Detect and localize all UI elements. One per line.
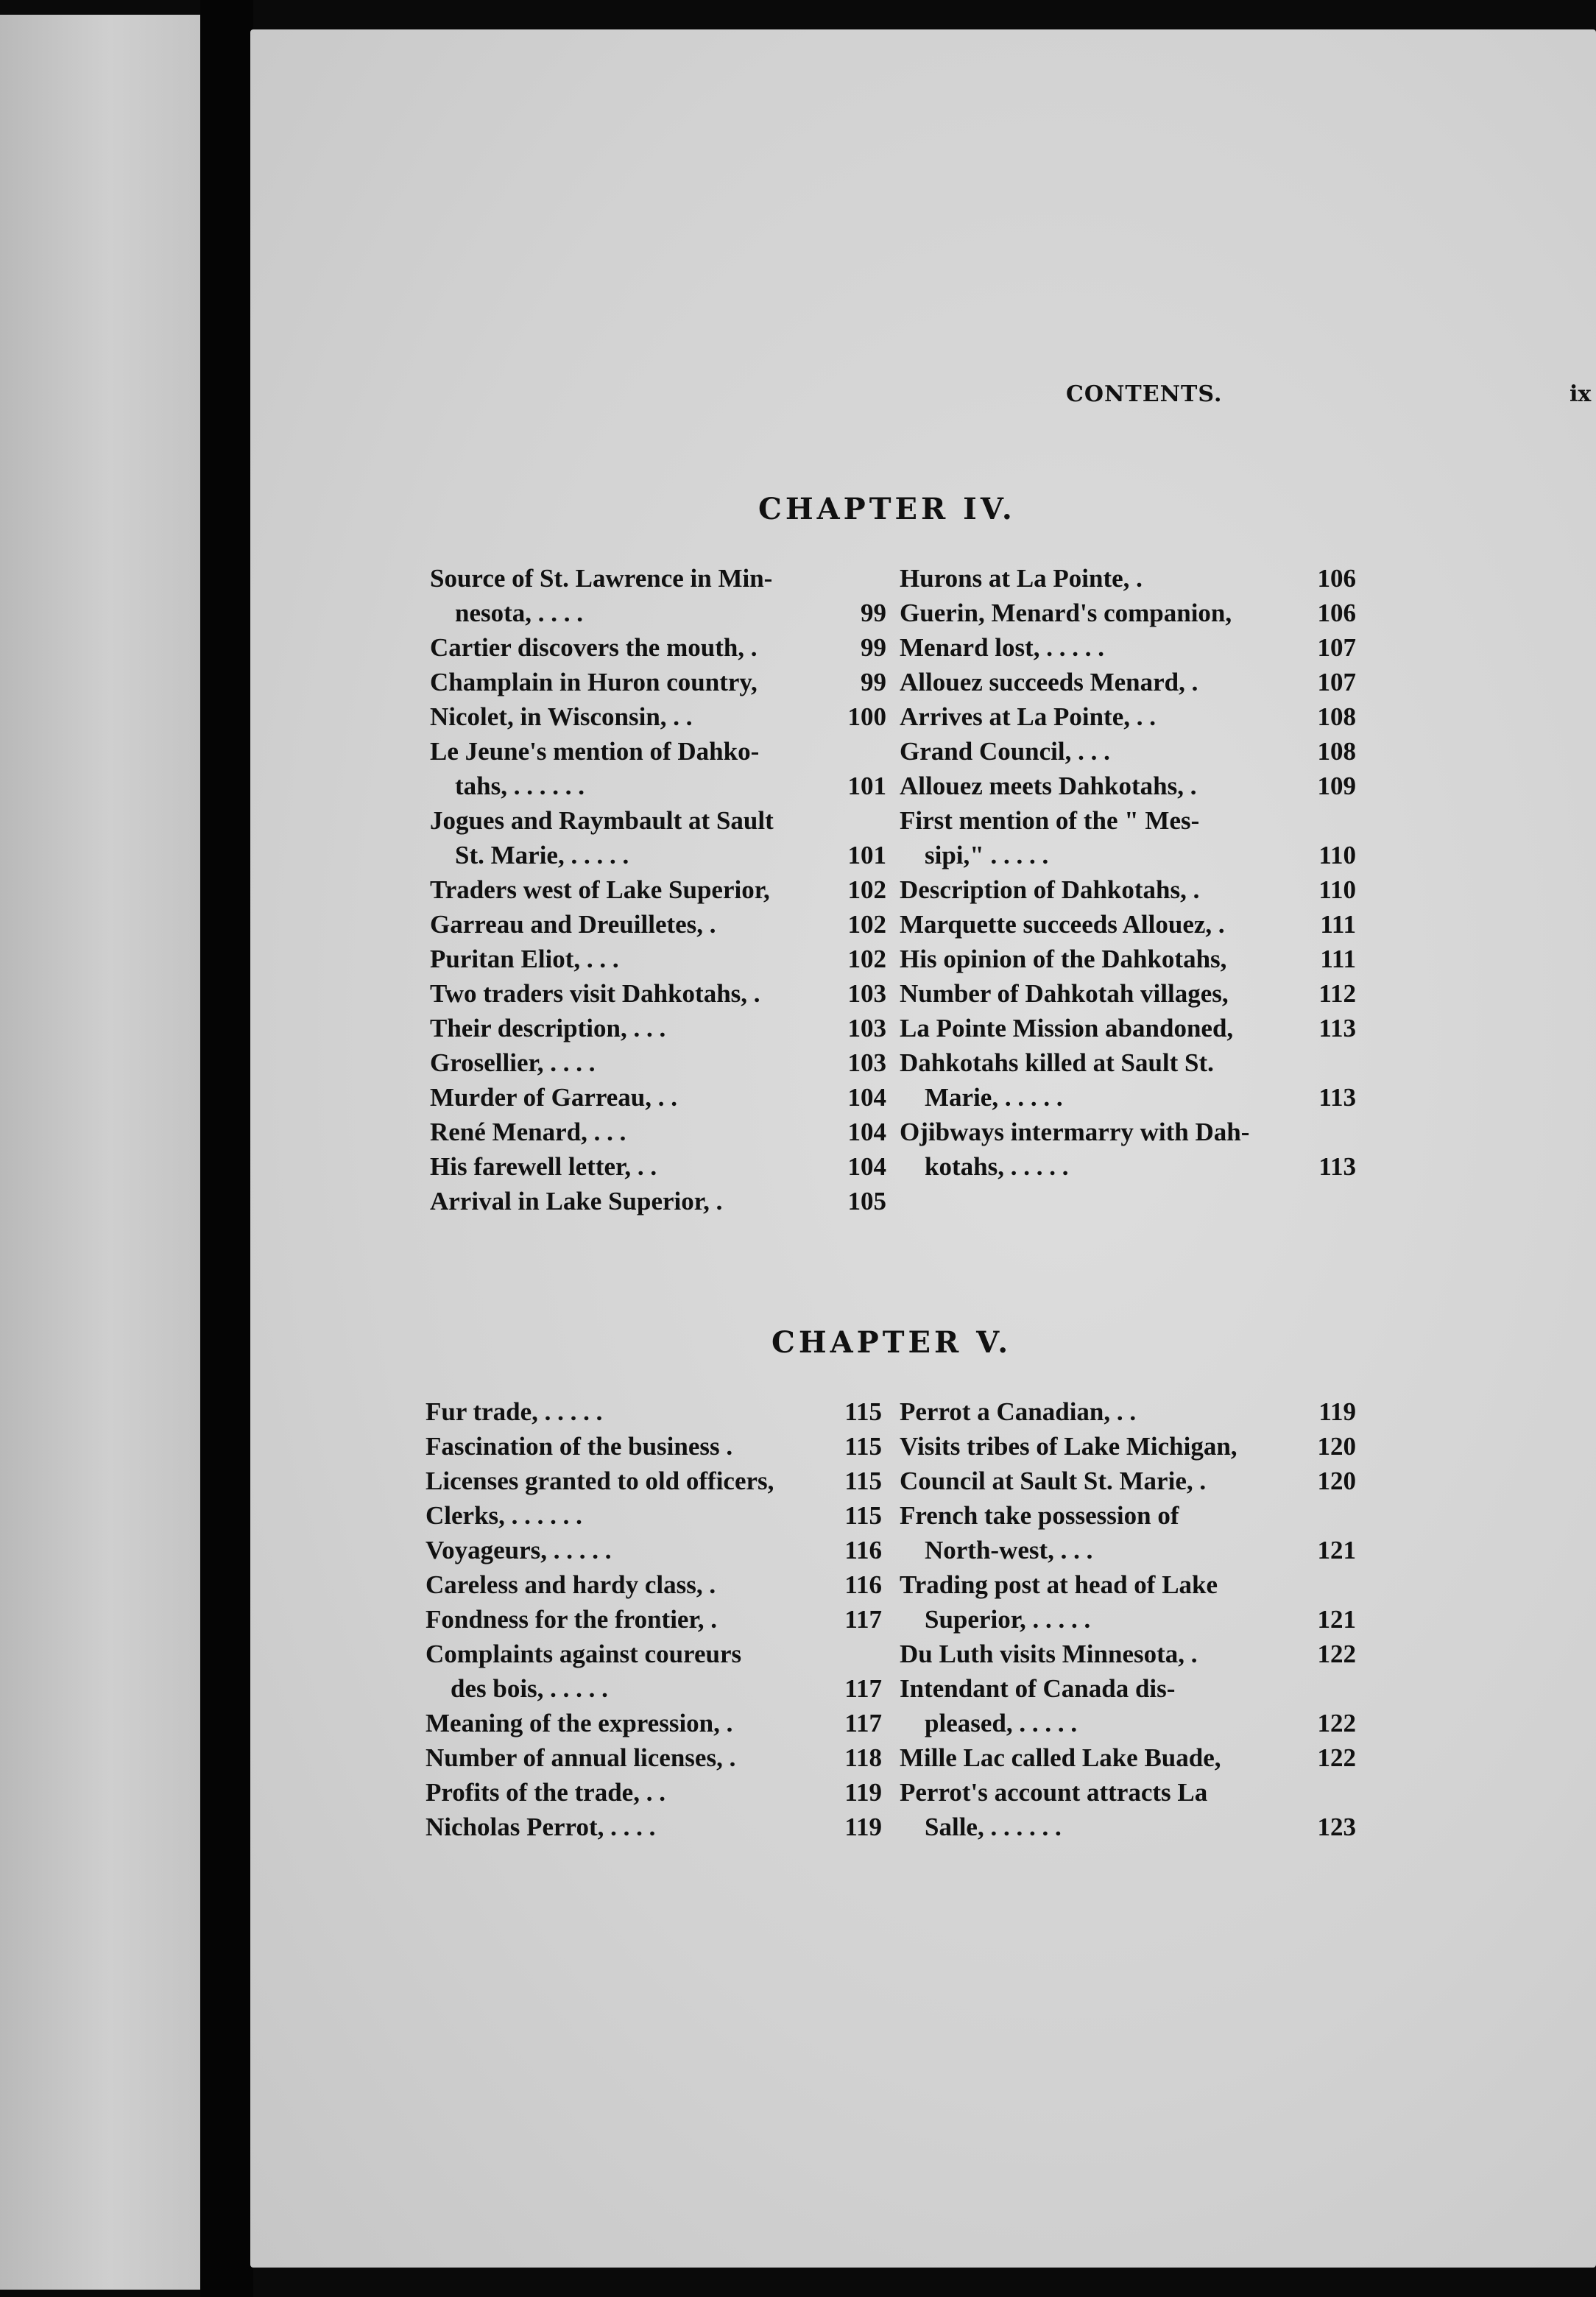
toc-entry <box>426 1810 882 1844</box>
toc-entry-page: 111 <box>1320 910 1356 939</box>
toc-entry <box>900 1671 1356 1706</box>
toc-entry-title: Grand Council, . . . <box>900 737 1110 766</box>
toc-entry <box>900 1429 1356 1464</box>
toc-entry-title: Guerin, Menard's companion, <box>900 599 1232 627</box>
toc-entry-title: French take possession of <box>900 1501 1179 1530</box>
toc-entry-title: Allouez succeeds Menard, . <box>900 668 1198 696</box>
running-title: CONTENTS. <box>1066 381 1223 407</box>
toc-entry-page: 103 <box>847 979 886 1008</box>
toc-entry-page: 123 <box>1317 1813 1356 1841</box>
toc-entry <box>426 1464 882 1498</box>
toc-entry-page: 107 <box>1317 633 1356 662</box>
toc-entry-page <box>829 1637 882 1671</box>
toc-entry-page: 116 <box>844 1570 882 1599</box>
toc-entry-page: 115 <box>844 1501 882 1530</box>
toc-entry-page: 102 <box>847 910 886 939</box>
toc-entry-title: Cartier discovers the mouth, . <box>430 633 758 662</box>
toc-entry <box>430 1115 886 1149</box>
toc-entry-title: Nicolet, in Wisconsin, . . <box>430 702 693 731</box>
toc-entry-title: His farewell letter, . . <box>430 1152 657 1181</box>
toc-entry-title: Two traders visit Dahkotahs, . <box>430 979 760 1008</box>
toc-entry <box>426 1567 882 1602</box>
toc-entry <box>430 630 886 665</box>
toc-entry-page: 121 <box>1317 1605 1356 1634</box>
toc-entry <box>426 1533 882 1567</box>
toc-entry <box>430 1184 886 1218</box>
toc-entry <box>430 1080 886 1115</box>
toc-entry-title: Perrot's account attracts La <box>900 1778 1208 1807</box>
toc-entry <box>430 734 886 769</box>
toc-entry <box>900 976 1356 1011</box>
toc-entry-page: 102 <box>847 875 886 904</box>
toc-entry-page: 115 <box>844 1432 882 1461</box>
toc-entry-title: Trading post at head of Lake <box>900 1570 1218 1599</box>
toc-entry-page: 106 <box>1317 564 1356 593</box>
toc-entry-title: Council at Sault St. Marie, . <box>900 1467 1207 1495</box>
toc-entry-page <box>833 734 886 769</box>
toc-entry-title: des bois, . . . . . <box>451 1674 608 1703</box>
toc-entry-title: Menard lost, . . . . . <box>900 633 1105 662</box>
toc-entry-page: 120 <box>1317 1467 1356 1495</box>
toc-entry <box>900 1602 1356 1637</box>
toc-entry <box>900 1045 1356 1080</box>
toc-entry-page <box>833 561 886 596</box>
toc-entry-title: tahs, . . . . . . <box>455 772 585 800</box>
toc-entry-page: 117 <box>844 1709 882 1737</box>
toc-entry-page: 99 <box>861 599 886 627</box>
toc-entry-page: 107 <box>1317 668 1356 696</box>
toc-entry <box>900 1637 1356 1671</box>
toc-entry <box>900 769 1356 803</box>
toc-entry-page: 116 <box>844 1536 882 1564</box>
toc-entry-page: 110 <box>1318 841 1356 869</box>
toc-entry <box>900 1149 1356 1184</box>
book-gutter <box>200 0 253 2297</box>
toc-entry-page: 104 <box>847 1083 886 1112</box>
toc-entry <box>430 1045 886 1080</box>
toc-entry-title: Hurons at La Pointe, . <box>900 564 1143 593</box>
toc-entry-page: 100 <box>847 702 886 731</box>
toc-entry <box>426 1602 882 1637</box>
toc-column <box>900 561 1356 1184</box>
toc-entry <box>430 1011 886 1045</box>
toc-entry-page <box>833 803 886 838</box>
toc-entry-page: 103 <box>847 1048 886 1077</box>
toc-entry-page <box>1303 1498 1356 1533</box>
toc-entry <box>900 1080 1356 1115</box>
toc-entry-page: 103 <box>847 1014 886 1042</box>
toc-entry <box>426 1498 882 1533</box>
page-number: ix <box>1569 381 1592 407</box>
toc-entry-title: Number of Dahkotah villages, <box>900 979 1229 1008</box>
toc-entry <box>900 699 1356 734</box>
toc-entry-title: Fascination of the business . <box>426 1432 733 1461</box>
toc-entry-title: Champlain in Huron country, <box>430 668 758 696</box>
toc-entry <box>900 942 1356 976</box>
toc-entry-title: Licenses granted to old officers, <box>426 1467 774 1495</box>
toc-entry-page <box>1303 1567 1356 1602</box>
toc-entry <box>900 1498 1356 1533</box>
toc-entry-page: 115 <box>844 1467 882 1495</box>
toc-entry <box>900 734 1356 769</box>
toc-entry-title: Garreau and Dreuilletes, . <box>430 910 716 939</box>
toc-entry-page <box>1303 1775 1356 1810</box>
toc-entry-title: Careless and hardy class, . <box>426 1570 716 1599</box>
toc-entry-title: Nicholas Perrot, . . . . <box>426 1813 656 1841</box>
toc-entry-title: Marie, . . . . . <box>925 1083 1063 1112</box>
toc-entry-page: 109 <box>1317 772 1356 800</box>
toc-entry-title: René Menard, . . . <box>430 1118 626 1146</box>
toc-entry-title: Voyageurs, . . . . . <box>426 1536 612 1564</box>
toc-entry-page <box>1303 1045 1356 1080</box>
toc-entry-page <box>1303 803 1356 838</box>
toc-entry-title: Source of St. Lawrence in Min- <box>430 564 773 593</box>
toc-entry-title: Superior, . . . . . <box>925 1605 1091 1634</box>
toc-entry-page: 113 <box>1318 1014 1356 1042</box>
toc-entry-page: 108 <box>1317 702 1356 731</box>
toc-entry-title: Description of Dahkotahs, . <box>900 875 1200 904</box>
toc-entry-title: Complaints against coureurs <box>426 1640 742 1668</box>
chapter-heading: CHAPTER IV. <box>758 492 1016 526</box>
toc-entry-title: Ojibways intermarry with Dah- <box>900 1118 1250 1146</box>
toc-entry-title: Arrives at La Pointe, . . <box>900 702 1156 731</box>
toc-entry <box>430 942 886 976</box>
toc-entry <box>900 1706 1356 1740</box>
toc-entry-page: 113 <box>1318 1152 1356 1181</box>
toc-entry <box>900 838 1356 872</box>
toc-entry-page: 117 <box>844 1605 882 1634</box>
toc-entry-title: Meaning of the expression, . <box>426 1709 733 1737</box>
toc-entry <box>900 1011 1356 1045</box>
toc-entry-title: Grosellier, . . . . <box>430 1048 596 1077</box>
toc-entry <box>900 1533 1356 1567</box>
toc-entry-page: 105 <box>847 1187 886 1215</box>
toc-entry-title: sipi," . . . . . <box>925 841 1049 869</box>
toc-entry <box>426 1671 882 1706</box>
toc-entry-page: 101 <box>847 772 886 800</box>
toc-entry <box>430 596 886 630</box>
toc-column <box>426 1394 882 1844</box>
toc-entry-title: Du Luth visits Minnesota, . <box>900 1640 1198 1668</box>
toc-entry-page: 104 <box>847 1152 886 1181</box>
toc-entry-title: Traders west of Lake Superior, <box>430 875 770 904</box>
toc-entry-title: Fondness for the frontier, . <box>426 1605 718 1634</box>
toc-entry <box>430 561 886 596</box>
toc-entry <box>426 1775 882 1810</box>
toc-entry-title: North-west, . . . <box>925 1536 1093 1564</box>
toc-entry-title: Dahkotahs killed at Sault St. <box>900 1048 1214 1077</box>
toc-entry <box>900 1775 1356 1810</box>
toc-entry-page: 118 <box>844 1743 882 1772</box>
toc-entry <box>900 1464 1356 1498</box>
toc-entry-title: kotahs, . . . . . <box>925 1152 1069 1181</box>
toc-entry <box>900 1810 1356 1844</box>
toc-entry <box>426 1429 882 1464</box>
toc-entry-page: 99 <box>861 633 886 662</box>
toc-column <box>430 561 886 1218</box>
toc-entry <box>426 1394 882 1429</box>
toc-entry <box>900 907 1356 942</box>
toc-entry <box>430 699 886 734</box>
toc-entry-page: 119 <box>844 1813 882 1841</box>
toc-entry-title: Jogues and Raymbault at Sault <box>430 806 774 835</box>
toc-entry <box>900 1740 1356 1775</box>
toc-entry <box>900 596 1356 630</box>
toc-entry-title: Clerks, . . . . . . <box>426 1501 582 1530</box>
toc-entry <box>430 838 886 872</box>
toc-entry-title: pleased, . . . . . <box>925 1709 1078 1737</box>
toc-entry-title: Puritan Eliot, . . . <box>430 945 619 973</box>
toc-entry-page <box>1303 1671 1356 1706</box>
toc-entry <box>900 1394 1356 1429</box>
toc-entry-page: 113 <box>1318 1083 1356 1112</box>
toc-entry-page: 106 <box>1317 599 1356 627</box>
toc-entry <box>430 769 886 803</box>
toc-entry-title: Salle, . . . . . . <box>925 1813 1062 1841</box>
toc-entry <box>430 1149 886 1184</box>
toc-entry-title: Their description, . . . <box>430 1014 666 1042</box>
toc-entry <box>900 630 1356 665</box>
toc-entry-page: 122 <box>1317 1709 1356 1737</box>
toc-entry <box>430 872 886 907</box>
toc-entry <box>426 1637 882 1671</box>
facing-page-edge <box>0 15 200 2290</box>
toc-entry <box>430 665 886 699</box>
toc-entry <box>900 803 1356 838</box>
toc-entry-title: Number of annual licenses, . <box>426 1743 736 1772</box>
toc-entry <box>900 665 1356 699</box>
toc-entry-title: Profits of the trade, . . <box>426 1778 665 1807</box>
toc-entry-title: La Pointe Mission abandoned, <box>900 1014 1234 1042</box>
toc-entry <box>900 1115 1356 1149</box>
toc-entry <box>900 561 1356 596</box>
toc-entry-page: 119 <box>1318 1397 1356 1426</box>
toc-entry-page <box>1303 1115 1356 1149</box>
toc-entry <box>430 803 886 838</box>
toc-entry-title: Intendant of Canada dis- <box>900 1674 1176 1703</box>
toc-entry-title: nesota, . . . . <box>455 599 584 627</box>
toc-column <box>900 1394 1356 1844</box>
toc-entry-page: 121 <box>1317 1536 1356 1564</box>
chapter-heading: CHAPTER V. <box>771 1325 1012 1360</box>
toc-entry-title: Murder of Garreau, . . <box>430 1083 678 1112</box>
toc-entry-title: St. Marie, . . . . . <box>455 841 629 869</box>
toc-entry <box>430 907 886 942</box>
toc-entry-title: Le Jeune's mention of Dahko- <box>430 737 760 766</box>
toc-entry-title: Fur trade, . . . . . <box>426 1397 603 1426</box>
toc-entry-page: 122 <box>1317 1743 1356 1772</box>
toc-entry <box>900 1567 1356 1602</box>
toc-entry-title: Visits tribes of Lake Michigan, <box>900 1432 1237 1461</box>
toc-entry-page: 115 <box>844 1397 882 1426</box>
toc-entry-page: 102 <box>847 945 886 973</box>
toc-entry-page: 108 <box>1317 737 1356 766</box>
toc-entry-page: 110 <box>1318 875 1356 904</box>
toc-entry-title: Marquette succeeds Allouez, . <box>900 910 1225 939</box>
toc-entry-title: Arrival in Lake Superior, . <box>430 1187 723 1215</box>
toc-entry-page: 101 <box>847 841 886 869</box>
toc-entry-page: 99 <box>861 668 886 696</box>
toc-entry <box>426 1740 882 1775</box>
toc-entry-title: His opinion of the Dahkotahs, <box>900 945 1227 973</box>
toc-entry-page: 112 <box>1318 979 1356 1008</box>
toc-entry <box>426 1706 882 1740</box>
toc-entry-page: 117 <box>844 1674 882 1703</box>
toc-entry-page: 120 <box>1317 1432 1356 1461</box>
toc-entry-page: 119 <box>844 1778 882 1807</box>
toc-entry-title: Perrot a Canadian, . . <box>900 1397 1137 1426</box>
toc-entry <box>900 872 1356 907</box>
toc-entry-title: First mention of the " Mes- <box>900 806 1200 835</box>
toc-entry-title: Allouez meets Dahkotahs, . <box>900 772 1197 800</box>
toc-entry-page: 122 <box>1317 1640 1356 1668</box>
toc-entry-page: 111 <box>1320 945 1356 973</box>
toc-entry <box>430 976 886 1011</box>
toc-entry-page: 104 <box>847 1118 886 1146</box>
toc-entry-title: Mille Lac called Lake Buade, <box>900 1743 1221 1772</box>
